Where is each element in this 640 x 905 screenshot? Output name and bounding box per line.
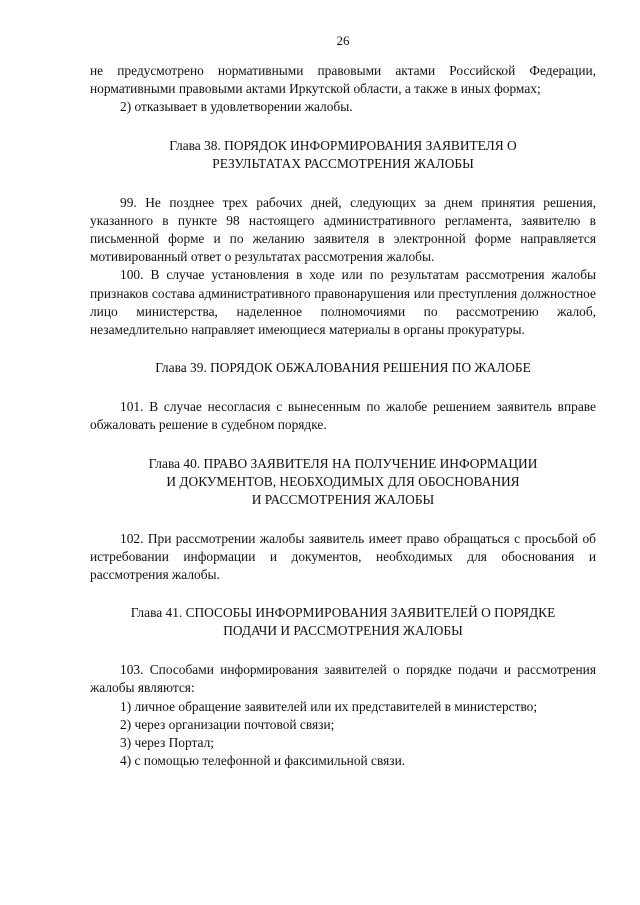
paragraph-continuation: не предусмотрено нормативными правовыми актами Российской Федерации, нормативными правовыми актами Иркутской области, а также в иных формах; [90, 63, 596, 97]
document-content [90, 62, 596, 770]
chapter-38-heading [90, 137, 596, 173]
chapter-41-heading-line2: ПОДАЧИ И РАССМОТРЕНИЯ ЖАЛОБЫ [223, 623, 463, 639]
chapter-41-heading [90, 604, 596, 640]
paragraph-102: 102. При рассмотрении жалобы заявитель имеет право обращаться с просьбой об истребовании информации и документов, необходимых для обоснования и рассмотрения жалобы. [90, 530, 596, 583]
chapter-40-heading-line3: И РАССМОТРЕНИЯ ЖАЛОБЫ [251, 491, 435, 507]
list-item: 3) через Портал; [120, 735, 214, 751]
chapter-40-heading-line2: И ДОКУМЕНТОВ, НЕОБХОДИМЫХ ДЛЯ ОБОСНОВАНИЯ [166, 473, 520, 489]
paragraph-99: 99. Не позднее трех рабочих дней, следующих за днем принятия решения, указанного в пункте 98 настоящего административного регламента, заявителю в письменной форме и по желанию заявителя в электронной форме направляется мотивированный ответ о результатах рассмотрения жалобы. [90, 194, 596, 265]
list-item: 2) через организации почтовой связи; [120, 716, 335, 732]
document-page [90, 0, 596, 905]
paragraph-103: 103. Способами информирования заявителей о порядке подачи и рассмотрения жалобы являются: [90, 662, 596, 696]
list-item: 1) личное обращение заявителей или их представителей в министерство; [120, 698, 538, 714]
chapter-39-heading [90, 359, 596, 377]
chapter-40-heading-line1: Глава 40. ПРАВО ЗАЯВИТЕЛЯ НА ПОЛУЧЕНИЕ ИНФОРМАЦИИ [148, 455, 538, 471]
paragraph-refusal: 2) отказывает в удовлетворении жалобы. [120, 99, 353, 115]
chapter-38-heading-line1: Глава 38. ПОРЯДОК ИНФОРМИРОВАНИЯ ЗАЯВИТЕЛЯ О [169, 137, 517, 153]
chapter-38-heading-line2: РЕЗУЛЬТАТАХ РАССМОТРЕНИЯ ЖАЛОБЫ [212, 155, 474, 171]
paragraph-101: 101. В случае несогласия с вынесенным по жалобе решением заявитель вправе обжаловать решение в судебном порядке. [90, 399, 596, 433]
page-number: 26 [336, 33, 350, 48]
list-item: 4) с помощью телефонной и факсимильной связи. [120, 753, 406, 769]
paragraph-100: 100. В случае установления в ходе или по результатам рассмотрения жалобы признаков состава административного правонарушения или преступления должностное лицо министерства, наделенное полномочиями по рассмотрению жалоб, незамедлительно направляет имеющиеся материалы в органы прокуратуры. [90, 267, 596, 338]
chapter-41-heading-line1: Глава 41. СПОСОБЫ ИНФОРМИРОВАНИЯ ЗАЯВИТЕЛЕЙ О ПОРЯДКЕ [130, 605, 556, 621]
chapter-40-heading [90, 455, 596, 509]
chapter-39-heading-line1: Глава 39. ПОРЯДОК ОБЖАЛОВАНИЯ РЕШЕНИЯ ПО ЖАЛОБЕ [155, 360, 531, 376]
